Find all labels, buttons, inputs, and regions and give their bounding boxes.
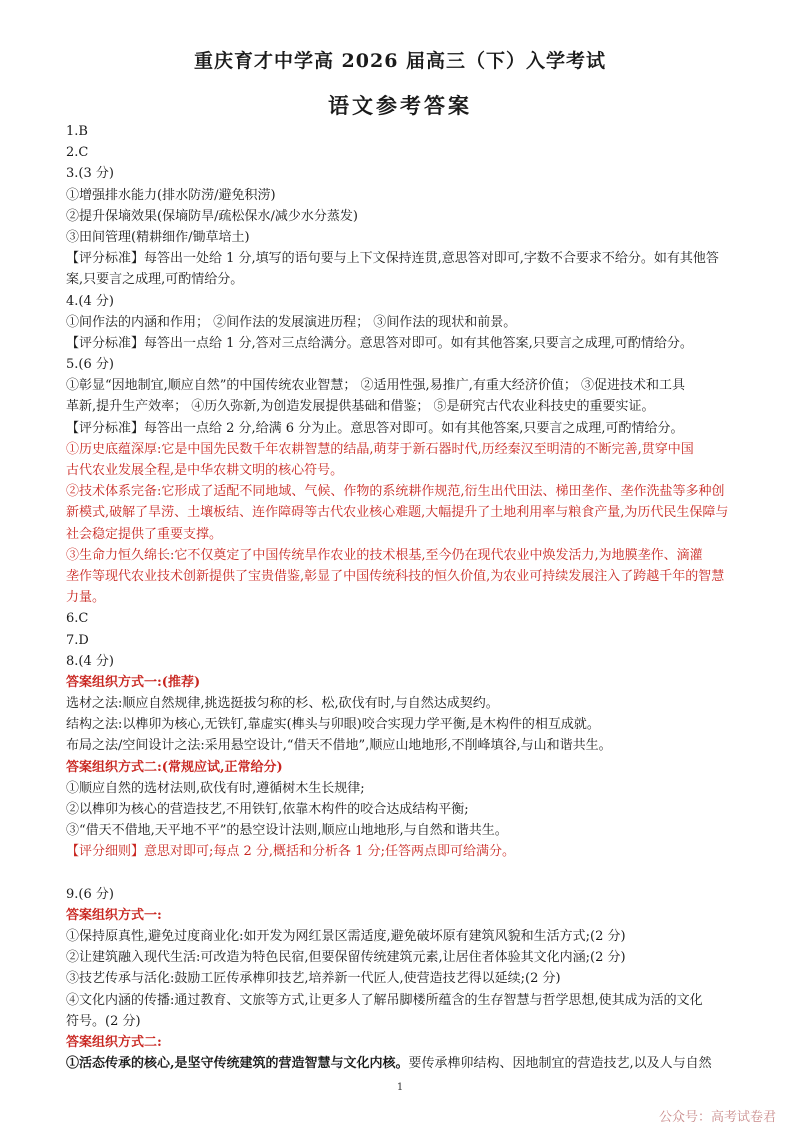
answer-line: 7.D bbox=[66, 632, 89, 648]
answer-line: 4.(4 分) bbox=[66, 293, 114, 309]
answer-line: 垄作等现代农业技术创新提供了宝贵借鉴,彰显了中国传统科技的恒久价值,为农业可持续发展注入了跨越千年的智慧 bbox=[66, 568, 725, 584]
answer-line: 【评分细则】意思对即可;每点 2 分,概括和分析各 1 分;任答两点即可给满分。 bbox=[66, 844, 515, 860]
answer-line: 1.B bbox=[66, 124, 88, 139]
answer-line: ①顺应自然的选材法则,砍伐有时,遵循树木生长规律; bbox=[66, 780, 365, 796]
answer-line: 选材之法:顺应自然规律,挑选挺拔匀称的杉、松,砍伐有时,与自然达成契约。 bbox=[66, 696, 499, 712]
answer-line: ①彰显“因地制宜,顺应自然”的中国传统农业智慧； ②适用性强,易推广,有重大经济价值； ③促进技术和工具 bbox=[66, 378, 685, 394]
answer-line: ④文化内涵的传播:通过教育、文旅等方式,让更多人了解吊脚楼所蕴含的生存智慧与哲学思想,使其成为活的文化 bbox=[66, 992, 703, 1008]
answer-line: 6.C bbox=[66, 611, 89, 627]
answer-line bbox=[66, 1053, 766, 1074]
answer-line: ①增强排水能力(排水防涝/避免积涝) bbox=[66, 187, 276, 203]
answer-line: ③田间管理(精耕细作/锄草培土) bbox=[66, 229, 250, 245]
answer-line: 布局之法/空间设计之法:采用悬空设计,“借天不借地”,顺应山地地形,不削峰填谷,与山和谐共生。 bbox=[66, 738, 612, 754]
answer-line: 【评分标准】每答出一处给 1 分,填写的语句要与上下文保持连贯,意思答对即可,字数不合要求不给分。如有其他答 bbox=[66, 251, 719, 267]
answer-line: ②提升保墒效果(保墒防旱/疏松保水/减少水分蒸发) bbox=[66, 208, 358, 224]
page-number: 1 bbox=[396, 1082, 404, 1093]
answer-line: 古代农业发展全程,是中华农耕文明的核心符号。 bbox=[66, 463, 344, 478]
answer-line: 5.(6 分) bbox=[66, 357, 114, 373]
answer-line: ②技术体系完备:它形成了适配不同地域、气候、作物的系统耕作规范,衍生出代田法、梯田垄作、垄作洗盐等多种创 bbox=[66, 484, 725, 500]
answer-line: 新模式,破解了旱涝、土壤板结、连作障碍等古代农业核心难题,大幅提升了土地利用率与粮食产量,为历代民生保障与 bbox=[66, 505, 729, 521]
answer-line: ①保持原真性,避免过度商业化:如开发为网红景区需适度,避免破坏原有建筑风貌和生活方式;(2 分) bbox=[66, 928, 626, 944]
answer-line: ③“借天不借地,天平地不平”的悬空设计法则,顺应山地地形,与自然和谐共生。 bbox=[66, 823, 508, 839]
answer-line: ①间作法的内涵和作用； ②间作法的发展演进历程； ③间作法的现状和前景。 bbox=[66, 314, 517, 330]
answer-line: 2.C bbox=[66, 145, 89, 161]
answer-line: 【评分标准】每答出一点给 2 分,给满 6 分为止。意思答对即可。如有其他答案,只要言之成理,可酌情给分。 bbox=[66, 420, 684, 436]
answer-line: 社会稳定提供了重要支撑。 bbox=[66, 526, 223, 542]
answer-content bbox=[66, 121, 766, 1074]
exam-title: 重庆育才中学高 2026 届高三（下）入学考试 bbox=[193, 50, 607, 72]
answer-line: 答案组织方式一: bbox=[66, 907, 162, 923]
answer-line: ①历史底蕴深厚:它是中国先民数千年农耕智慧的结晶,萌芽于新石器时代,历经秦汉至明清的不断完善,贯穿中国 bbox=[66, 441, 694, 457]
answer-line: 符号。(2 分) bbox=[66, 1013, 141, 1029]
answer-line: 3.(3 分) bbox=[66, 166, 114, 182]
answer-line: ②让建筑融入现代生活:可改造为特色民宿,但要保留传统建筑元素,让居住者体验其文化内涵;(2 分) bbox=[66, 950, 626, 966]
answer-line-bold: ①活态传承的核心,是坚守传统建筑的营造智慧与文化内核。 bbox=[66, 1056, 409, 1072]
answer-line: 9.(6 分) bbox=[66, 886, 114, 902]
answer-line: ②以榫卯为核心的营造技艺,不用铁钉,依靠木构件的咬合达成结构平衡; bbox=[66, 802, 469, 817]
answer-line: 结构之法:以榫卯为核心,无铁钉,靠虚实(榫头与卯眼)咬合实现力学平衡,是木构件的相互成就。 bbox=[66, 717, 600, 733]
answer-line: 答案组织方式二: bbox=[66, 1034, 162, 1050]
answer-subtitle: 语文参考答案 bbox=[328, 93, 472, 118]
answer-line: 革新,提升生产效率； ④历久弥新,为创造发展提供基础和借鉴； ⑤是研究古代农业科技史的重要实证。 bbox=[66, 399, 655, 415]
watermark: 公众号：高考试卷君 bbox=[658, 1110, 776, 1125]
answer-line: 答案组织方式二:(常规应试,正常给分) bbox=[66, 759, 283, 775]
answer-line: 8.(4 分) bbox=[66, 653, 114, 669]
answer-line: 【评分标准】每答出一点给 1 分,答对三点给满分。意思答对即可。如有其他答案,只要言之成理,可酌情给分。 bbox=[66, 335, 693, 351]
answer-line: 力量。 bbox=[66, 590, 106, 606]
answer-line: 答案组织方式一:(推荐) bbox=[66, 674, 201, 690]
answer-line: ③生命力恒久绵长:它不仅奠定了中国传统旱作农业的技术根基,至今仍在现代农业中焕发活力,为地膜垄作、滴灌 bbox=[66, 547, 703, 563]
answer-line-rest: 要传承榫卯结构、因地制宜的营造技艺,以及人与自然 bbox=[408, 1056, 712, 1072]
answer-line bbox=[66, 863, 766, 884]
answer-line: ③技艺传承与活化:鼓励工匠传承榫卯技艺,培养新一代匠人,使营造技艺得以延续;(2 分) bbox=[66, 971, 561, 987]
answer-line: 案,只要言之成理,可酌情给分。 bbox=[66, 272, 244, 288]
